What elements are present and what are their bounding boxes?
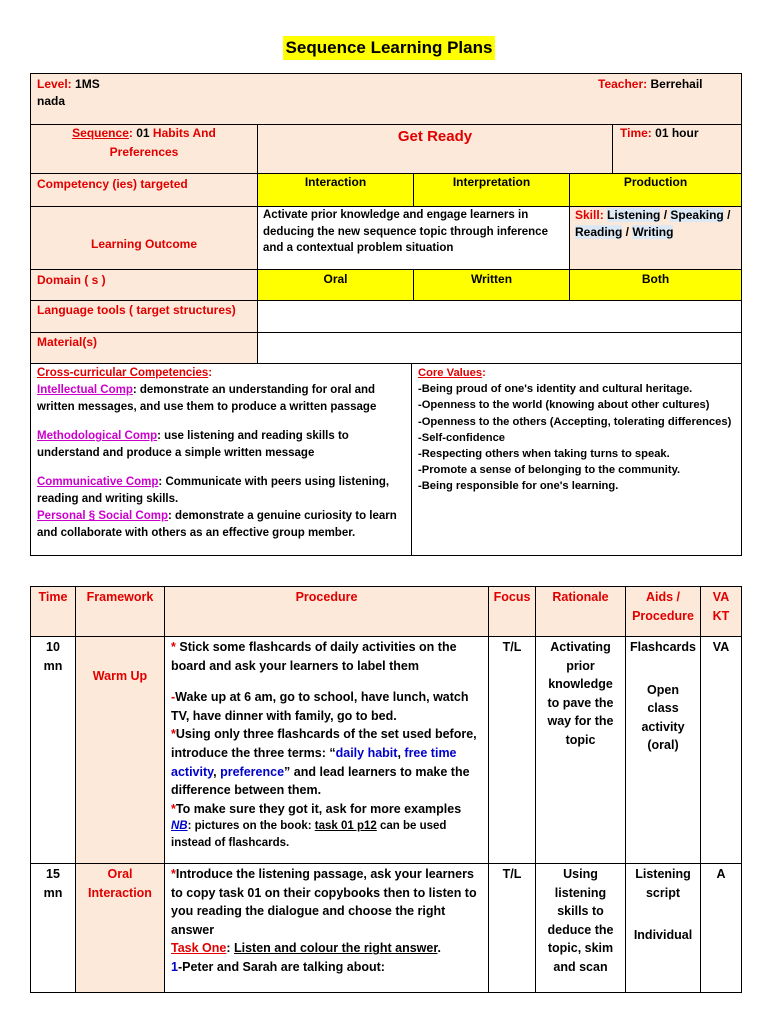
task-one-label: Task One (171, 941, 227, 956)
time-label: Time: (620, 126, 652, 140)
lesson-title-cell (257, 124, 613, 174)
domain-both: Both (569, 269, 742, 301)
row2-step-1: Introduce the listening passage, ask your learners to copy task 01 on their copybooks then to listen to you reading the dialogue and choose the right answer (171, 867, 477, 937)
col-header-aids (625, 586, 701, 637)
competency-label: Competency (ies) targeted (30, 173, 258, 207)
col-header-framework: Framework (75, 586, 165, 637)
intellectual-comp-text: demonstrate an understanding for oral and written messages, and use them to produce a written passage (37, 384, 377, 413)
col-header-time: Time (30, 586, 76, 637)
row1-step-4: To make sure they got it, ask for more examples (175, 801, 462, 816)
term-free-time-activity: free time activity (171, 745, 457, 779)
methodological-comp-text: use listening and reading skills to understand and produce a simple written message (37, 430, 349, 459)
term-daily-habit: daily habit (335, 745, 398, 760)
col-header-aids-line1: Aids / (645, 590, 681, 604)
skill-listening: Listening (607, 208, 661, 222)
teacher-label: Teacher: (598, 77, 648, 91)
skill-cell: Skill: Listening / Speaking / Reading / Writing (569, 206, 742, 270)
item-number: 1 (171, 959, 178, 974)
row1-step-3b: ” and lead learners to make the difference between them. (171, 764, 470, 798)
material-label: Material(s) (30, 332, 258, 364)
col-header-procedure: Procedure (164, 586, 489, 637)
row1-step-2: Wake up at 6 am, go to school, have lunch, watch TV, have dinner with family, go to bed. (171, 690, 469, 723)
level-label: Level: (37, 77, 72, 91)
sequence-cell: Sequence: 01 Habits And Preferences (30, 124, 258, 174)
nb-text-a: : pictures on the book: (187, 820, 315, 833)
domain-written: Written (413, 269, 570, 301)
row2-time-value: 15 (46, 867, 60, 881)
row2-aids-1: Listening script (635, 867, 691, 900)
sequence-number: 01 (136, 126, 150, 140)
sequence-topic-1: Habits And (152, 126, 216, 140)
communicative-comp-label: Communicative Comp (37, 476, 159, 488)
communicative-comp-text: Communicate with peers using listening, reading and writing skills. (37, 476, 390, 505)
row1-focus: T/L (488, 636, 536, 864)
row1-aids-1: Flashcards (629, 640, 696, 654)
row1-vakt: VA (700, 636, 742, 864)
row1-framework: Warm Up (75, 636, 165, 864)
row1-aids-2: Open class activity (oral) (641, 682, 685, 753)
core-value-item: -Openness to the others (Accepting, tolerating differences) (418, 415, 732, 428)
row2-time-unit: mn (43, 885, 63, 900)
competency-interpretation: Interpretation (413, 173, 570, 207)
intellectual-comp-label: Intellectual Comp (37, 384, 133, 396)
row1-procedure: * Stick some flashcards of daily activities on the board and ask your learners to label them -Wake up at 6 am, go to school, have lunch, watch TV, have dinner with family, go to bed. *Using only three flashcards of the set used before, introduce the three terms: “daily habit, free time activity, preference” and lead learners to make the difference between them. *To make sure they got it, ask for more examples NB: pictures on the book: task 01 p12 can be used instead of flashcards. (164, 636, 489, 864)
term-preference: preference (220, 764, 285, 779)
page-title: Sequence Learning Plans (283, 36, 495, 60)
skill-writing: Writing (632, 225, 674, 239)
skill-reading: Reading (575, 225, 623, 239)
time-cell (612, 124, 742, 174)
personal-social-comp-text: demonstrate a genuine curiosity to learn and collaborate with others as an effective group member. (37, 510, 397, 539)
col-header-vakt-line2: KT (712, 608, 730, 623)
core-value-item: -Self-confidence (418, 431, 506, 444)
row1-time-value: 10 (46, 640, 60, 654)
teacher-name-continued: nada (37, 94, 66, 108)
core-value-item: -Respecting others when taking turns to speak. (418, 448, 670, 461)
row2-vakt: A (700, 863, 742, 993)
lesson-title: Get Ready (397, 128, 473, 145)
level-teacher-row (30, 73, 742, 125)
nb-text-b: can be used instead of flashcards. (171, 820, 447, 849)
level-value: 1MS (75, 77, 100, 91)
row2-framework (75, 863, 165, 993)
learning-outcome-label: Learning Outcome (90, 237, 197, 251)
row1-time-unit: mn (43, 658, 63, 673)
row1-step-1: Stick some flashcards of daily activities on the board and ask your learners to label them (171, 640, 457, 673)
col-header-rationale: Rationale (535, 586, 626, 637)
col-header-focus: Focus (488, 586, 536, 637)
col-header-aids-line2: Procedure (632, 608, 694, 623)
skill-speaking: Speaking (670, 208, 724, 222)
row1-rationale: Activating prior knowledge to pave the way for the topic (535, 636, 626, 864)
row2-aids (625, 863, 701, 993)
row2-procedure: *Introduce the listening passage, ask your learners to copy task 01 on their copybooks then to listen to you reading the dialogue and choose the right answer Task One: Listen and colour the right answer. 1-Peter and Sarah are talking about: (164, 863, 489, 993)
col-header-vakt-line1: VA (712, 590, 730, 604)
core-values-cell: Core Values: -Being proud of one's identity and cultural heritage. -Openness to the world (knowing about other cultures) -Openness to the others (Accepting, tolerating differences) -Self-confidence -Respecting others when taking turns to speak. -Promote a sense of belonging to the community. -Being responsible for one's learning. (411, 363, 742, 556)
skill-label: Skill (575, 208, 600, 222)
task-one-text: Listen and colour the right answer (234, 941, 438, 956)
material-value[interactable] (257, 332, 742, 364)
teacher-value: Berrehail (650, 77, 703, 91)
competency-interaction: Interaction (257, 173, 414, 207)
item-text: -Peter and Sarah are talking about: (177, 959, 385, 974)
core-values-heading: Core Values (418, 367, 483, 379)
methodological-comp-label: Methodological Comp (37, 430, 158, 442)
nb-task-ref: task 01 p12 (314, 820, 377, 833)
competency-production: Production (569, 173, 742, 207)
core-value-item: -Promote a sense of belonging to the community. (418, 464, 681, 477)
row1-step-3a: Using only three flashcards of the set used before, introduce the three terms: “ (171, 727, 477, 760)
learning-outcome-text: Activate prior knowledge and engage learners in deducing the new sequence topic through inference and a contextual problem situation (257, 206, 570, 270)
row2-time (30, 863, 76, 993)
row2-aids-2: Individual (633, 928, 693, 943)
learning-outcome-label-cell (30, 206, 258, 270)
domain-oral: Oral (257, 269, 414, 301)
row2-rationale: Using listening skills to deduce the topic, skim and scan (535, 863, 626, 993)
row1-time (30, 636, 76, 864)
personal-social-comp-label: Personal § Social Comp (37, 510, 169, 522)
row1-aids (625, 636, 701, 864)
language-tools-label: Language tools ( target structures) (30, 300, 258, 333)
time-value: 01 hour (655, 126, 699, 140)
row2-framework-line1: Oral (107, 867, 133, 881)
row2-focus: T/L (488, 863, 536, 993)
nb-label: NB (171, 820, 188, 833)
language-tools-value[interactable] (257, 300, 742, 333)
sequence-label: Sequence (72, 126, 129, 140)
cross-curricular-heading: Cross-curricular Competencies (37, 367, 209, 379)
core-value-item: -Being proud of one's identity and cultural heritage. (418, 383, 693, 396)
core-value-item: -Openness to the world (knowing about other cultures) (418, 399, 710, 412)
cross-curricular-cell: Cross-curricular Competencies: Intellectual Comp: demonstrate an understanding for oral and written messages, and use them to produce a written passage Methodological Comp: use listening and reading skills to understand and produce a simple written message Communicative Comp: Communicate with peers using listening, reading and writing skills. Personal § Social Comp: demonstrate a genuine curiosity to learn and collaborate with others as an effective group member. (30, 363, 412, 556)
domain-label: Domain ( s ) (30, 269, 258, 301)
row2-framework-line2: Interaction (88, 885, 152, 900)
core-value-item: -Being responsible for one's learning. (418, 480, 619, 493)
col-header-vakt (700, 586, 742, 637)
sequence-topic-2: Preferences (109, 145, 179, 159)
